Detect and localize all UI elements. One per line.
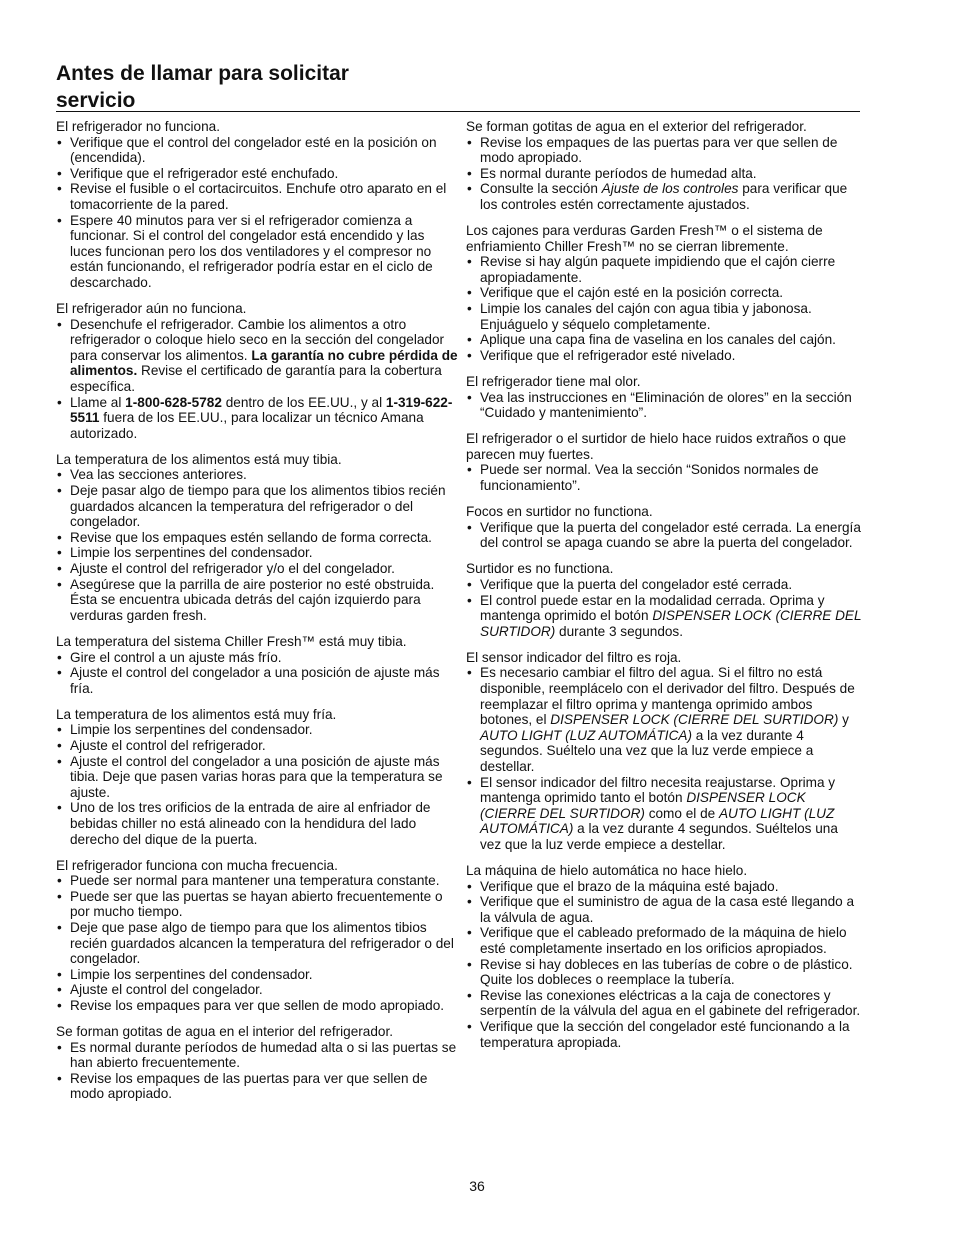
list-item-text: Verifique que el cajón esté en la posición correcta. (480, 285, 784, 301)
bullet-list (56, 650, 458, 697)
list-item-text: Consulte la sección (480, 181, 602, 197)
list-item-text: Llame al (70, 394, 126, 410)
page-title-line-1: Antes de llamar para solicitar (56, 62, 349, 85)
list-item-text: Revise que los empaques estén sellando de forma correcta. (70, 529, 432, 545)
bold-text: La garantía no cubre pérdida de alimentos. (70, 347, 458, 379)
list-item (466, 301, 862, 332)
list-item-text: Ajuste el control del congelador a una posición de ajuste más fría. (70, 665, 440, 696)
troubleshooting-section (56, 858, 458, 1014)
troubleshooting-section (466, 504, 862, 551)
list-item (56, 967, 458, 983)
troubleshooting-section (56, 634, 458, 696)
list-item-text: como el de (644, 805, 719, 821)
list-item (466, 254, 862, 285)
italic-text: AUTO LIGHT (LUZ AUTOMÁTICA) (480, 727, 692, 743)
section-heading: Se forman gotitas de agua en el interior del refrigerador. (56, 1024, 394, 1040)
bullet-list (466, 879, 862, 1051)
troubleshooting-section (466, 863, 862, 1050)
right-column (466, 119, 862, 1061)
list-item (466, 894, 862, 925)
troubleshooting-section (466, 119, 862, 213)
list-item-text: Vea las secciones anteriores. (70, 467, 247, 483)
list-item (56, 722, 458, 738)
list-item (56, 530, 458, 546)
list-item (56, 561, 458, 577)
list-item (56, 166, 458, 182)
list-item-text: Revise los empaques de las puertas para ver que sellen de modo apropiado. (480, 134, 838, 166)
troubleshooting-section (466, 650, 862, 853)
list-item-text: Deje que pase algo de tiempo para que los alimentos tibios recién guardados alcancen la temperatura del refrigerador o del congelador. (70, 920, 454, 967)
troubleshooting-section (56, 301, 458, 441)
section-heading: El refrigerador o el surtidor de hielo hace ruidos extraños o que parecen muy fuertes. (466, 431, 847, 462)
list-item-text: Revise las conexiones eléctricas a la caja de conectores y serpentín de la válvula del agua en el gabinete del refrigerador. (480, 987, 861, 1019)
section-heading: Los cajones para verduras Garden Fresh™ o el sistema de enfriamiento Chiller Fresh™ no se cierran libremente. (466, 223, 823, 254)
list-item (466, 988, 862, 1019)
list-item-text: Vea las instrucciones en “Eliminación de olores” en la sección “Cuidado y mantenimiento”. (480, 389, 852, 421)
bullet-list (56, 317, 458, 442)
list-item (56, 483, 458, 530)
list-item-text: Limpie los canales del cajón con agua tibia y jabonosa. Enjuáguelo y séquelo completamente. (480, 301, 812, 332)
list-item-text: Aplique una capa fina de vaselina en los canales del cajón. (480, 332, 836, 348)
list-item (466, 348, 862, 364)
list-item-text: Deje pasar algo de tiempo para que los alimentos tibios recién guardados alcancen la temperatura del refrigerador o del congelador. (70, 483, 446, 530)
bullet-list (56, 873, 458, 1013)
list-item-text: Limpie los serpentines del condensador. (70, 966, 313, 982)
list-item (56, 135, 458, 166)
section-heading: La temperatura del sistema Chiller Fresh™ está muy tibia. (56, 633, 407, 649)
list-item-text: a la vez durante 4 segundos. Suéltelos una vez que la luz verde empiece a destellar. (480, 821, 838, 852)
list-item (56, 754, 458, 801)
list-item-text: dentro de los EE.UU., y al (221, 394, 386, 410)
section-heading: Focos en surtidor no functiona. (466, 504, 653, 520)
section-heading: El sensor indicador del filtro es roja. (466, 649, 682, 665)
bullet-list (466, 520, 862, 551)
troubleshooting-section (56, 452, 458, 624)
list-item (56, 650, 458, 666)
list-item-text: Asegúrese que la parrilla de aire posterior no esté obstruida. Ésta se encuentra ubicada detrás del cajón izquierdo para verduras garden fresh. (70, 576, 435, 623)
list-item-text: y (838, 712, 849, 728)
list-item-text: Revise si hay algún paquete impidiendo que el cajón cierre apropiadamente. (480, 254, 836, 285)
troubleshooting-section (56, 1024, 458, 1102)
troubleshooting-section (466, 223, 862, 363)
list-item (466, 577, 862, 593)
list-item (466, 879, 862, 895)
list-item (466, 520, 862, 551)
bullet-list (466, 462, 862, 493)
list-item-text: Verifique que el refrigerador esté enchufado. (70, 165, 339, 181)
list-item-text: El sensor indicador del filtro necesita reajustarse. Oprima y mantenga oprimido tanto el botón (480, 774, 836, 806)
section-heading: El refrigerador funciona con mucha frecuencia. (56, 857, 338, 873)
list-item (56, 800, 458, 847)
list-item-text: Revise los empaques para ver que sellen de modo apropiado. (70, 997, 445, 1013)
section-heading: Se forman gotitas de agua en el exterior del refrigerador. (466, 119, 807, 134)
list-item-text: Limpie los serpentines del condensador. (70, 545, 313, 561)
list-item (56, 1040, 458, 1071)
list-item (466, 181, 862, 212)
list-item-text: Verifique que la puerta del congelador esté cerrada. (480, 576, 793, 592)
list-item-text: Ajuste el control del congelador. (70, 982, 263, 998)
list-item-text: Verifique que el refrigerador esté nivelado. (480, 347, 736, 363)
bullet-list (56, 1040, 458, 1102)
section-heading: El refrigerador no funciona. (56, 119, 220, 134)
list-item-text: Revise si hay dobleces en las tuberías de cobre o de plástico. Quite los dobleces o reemplace la tubería. (480, 956, 853, 988)
list-item (466, 1019, 862, 1050)
list-item (56, 982, 458, 998)
list-item (56, 1071, 458, 1102)
troubleshooting-section (466, 561, 862, 639)
list-item (56, 395, 458, 442)
list-item (56, 665, 458, 696)
list-item-text: Ajuste el control del refrigerador. (70, 737, 266, 753)
list-item (466, 775, 862, 853)
list-item-text: fuera de los EE.UU., para localizar un técnico Amana autorizado. (70, 410, 424, 441)
section-heading: La máquina de hielo automática no hace hielo. (466, 863, 748, 879)
list-item (56, 873, 458, 889)
list-item-text: Limpie los serpentines del condensador. (70, 722, 313, 738)
section-heading: El refrigerador tiene mal olor. (466, 373, 641, 389)
list-item (466, 332, 862, 348)
italic-text: DISPENSER LOCK (CIERRE DEL SURTIDOR) (550, 712, 839, 728)
list-item (466, 957, 862, 988)
list-item-text: Desenchufe el refrigerador. Cambie los alimentos a otro refrigerador o coloque hielo seco en la sección del congelador para conservar los alimentos. (70, 316, 445, 363)
list-item-text: Verifique que el cableado preformado de la máquina de hielo esté completamente insertado en los orificios apropiados. (480, 925, 847, 956)
troubleshooting-section (56, 707, 458, 847)
list-item (56, 577, 458, 624)
bold-text: 1-319-622-5511 (70, 394, 453, 426)
page-number: 36 (469, 1178, 485, 1194)
list-item-text: El control puede estar en la modalidad cerrada. Oprima y mantenga oprimido el botón (480, 592, 825, 624)
list-item (56, 998, 458, 1014)
list-item-text: Verifique que el brazo de la máquina esté bajado. (480, 878, 779, 894)
list-item (466, 665, 862, 774)
title-rule (56, 111, 860, 112)
bullet-list (466, 577, 862, 639)
list-item-text: Revise los empaques de las puertas para ver que sellen de modo apropiado. (70, 1070, 428, 1102)
list-item (56, 213, 458, 291)
list-item (56, 545, 458, 561)
list-item (466, 166, 862, 182)
italic-text: DISPENSER LOCK (CIERRE DEL SURTIDOR) (480, 608, 862, 639)
list-item (466, 462, 862, 493)
list-item-text: Verifique que el suministro de agua de la casa esté llegando a la válvula de agua. (480, 894, 855, 925)
list-item-text: Ajuste el control del congelador a una posición de ajuste más tibia. Deje que pasen varias horas para que la temperatura se ajuste. (70, 753, 443, 800)
list-item-text: Gire el control a un ajuste más frío. (70, 649, 282, 665)
list-item (466, 285, 862, 301)
list-item (56, 889, 458, 920)
troubleshooting-section (56, 119, 458, 291)
list-item (466, 593, 862, 640)
section-heading: La temperatura de los alimentos está muy fría. (56, 706, 337, 722)
section-heading: El refrigerador aún no funciona. (56, 301, 247, 317)
list-item (466, 925, 862, 956)
list-item-text: a la vez durante 4 segundos. Suéltelo una vez que la luz verde empiece a destellar. (480, 727, 814, 774)
section-heading: La temperatura de los alimentos está muy tibia. (56, 451, 342, 467)
list-item (466, 135, 862, 166)
troubleshooting-section (466, 431, 862, 493)
bullet-list (466, 390, 862, 421)
list-item-text: Uno de los tres orificios de la entrada de aire al enfriador de bebidas chiller no está alineado con la hendidura del lado derecho del dique de la puerta. (70, 800, 431, 847)
list-item-text: Es necesario cambiar el filtro del agua. Si el filtro no está disponible, reemplácelo con el derivador del filtro. Después de reemplazar el filtro oprima y mantenga oprimido ambos botones, el (480, 665, 855, 728)
page-title (56, 60, 349, 114)
list-item-text: Puede ser normal. Vea la sección “Sonidos normales de funcionamiento”. (480, 462, 819, 493)
list-item-text: Espere 40 minutos para ver si el refrigerador comienza a funcionar. Si el control del congelador está encendido y las luces funcionan pero los dos ventiladores y el compresor no están funcionando, el refrigerador podría estar en el ciclo de descarchado. (70, 212, 433, 290)
list-item (466, 390, 862, 421)
left-column (56, 119, 458, 1113)
page-title-line-2: servicio (56, 89, 136, 112)
italic-text: Ajuste de los controles (601, 181, 739, 197)
list-item-text: Puede ser que las puertas se hayan abierto frecuentemente o por mucho tiempo. (70, 888, 443, 920)
list-item-text: durante 3 segundos. (555, 623, 684, 639)
list-item (56, 317, 458, 395)
italic-text: AUTO LIGHT (LUZ AUTOMÁTICA) (480, 805, 835, 837)
list-item-text: Es normal durante períodos de humedad alta. (480, 165, 757, 181)
bullet-list (466, 665, 862, 852)
bullet-list (466, 135, 862, 213)
list-item-text: para verificar que los controles estén correctamente ajustados. (480, 181, 848, 212)
list-item (56, 467, 458, 483)
bullet-list (56, 722, 458, 847)
bullet-list (56, 467, 458, 623)
list-item (56, 920, 458, 967)
troubleshooting-section (466, 374, 862, 421)
bold-text: 1-800-628-5782 (125, 394, 222, 410)
list-item-text: Puede ser normal para mantener una temperatura constante. (70, 873, 440, 889)
list-item-text: Es normal durante períodos de humedad alta o si las puertas se han abierto frecuentemente. (70, 1039, 457, 1071)
italic-text: DISPENSER LOCK (CIERRE DEL SURTIDOR) (480, 790, 806, 821)
list-item-text: Verifique que la puerta del congelador esté cerrada. La energía del control se apaga cuando se abre la puerta del congelador. (480, 519, 861, 551)
section-heading: Surtidor es no functiona. (466, 561, 614, 577)
list-item-text: Revise el certificado de garantía para la cobertura específica. (70, 363, 442, 394)
bullet-list (56, 135, 458, 291)
list-item-text: Verifique que la sección del congelador esté funcionando a la temperatura apropiada. (480, 1018, 850, 1050)
list-item-text: Revise el fusible o el cortacircuitos. Enchufe otro aparato en el tomacorriente de la pared. (70, 181, 447, 212)
list-item (56, 181, 458, 212)
list-item (56, 738, 458, 754)
list-item-text: Ajuste el control del refrigerador y/o el del congelador. (70, 561, 395, 577)
list-item-text: Verifique que el control del congelador esté en la posición on (encendida). (70, 134, 437, 166)
bullet-list (466, 254, 862, 363)
